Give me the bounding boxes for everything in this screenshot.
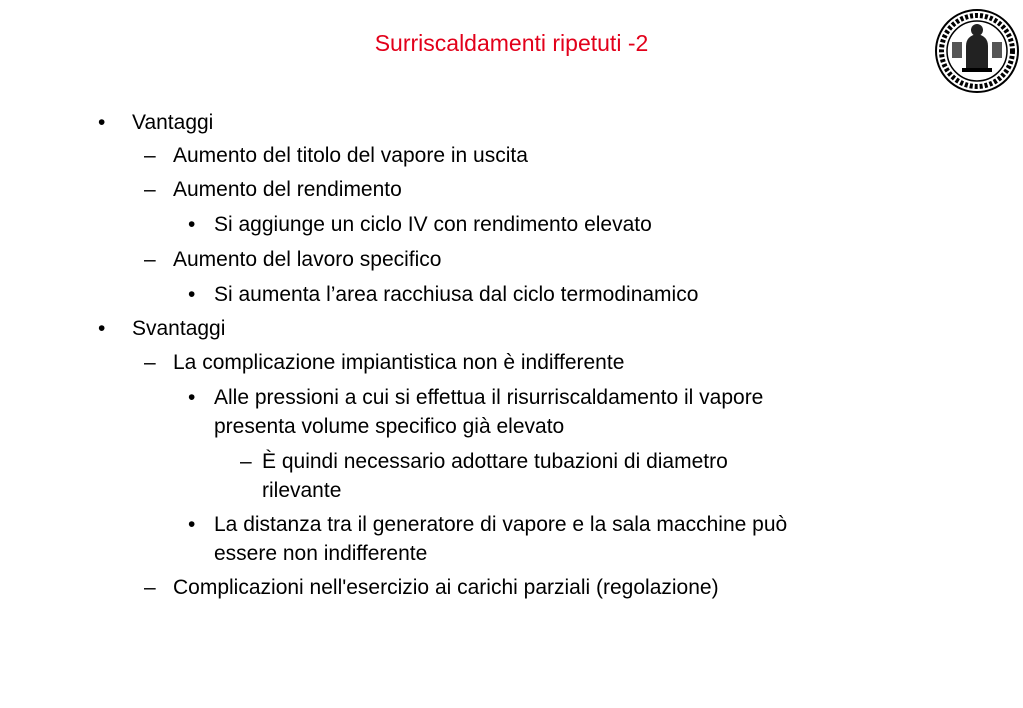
bullet-text-level-4: È quindi necessario adottare tubazioni di diametro <box>262 450 728 473</box>
bullet-marker: – <box>240 450 252 473</box>
bullet-text-level-3: Si aumenta l’area racchiusa dal ciclo termodinamico <box>214 283 699 306</box>
bullet-text-level-2: Aumento del lavoro specifico <box>173 248 442 271</box>
bullet-marker: – <box>144 178 156 201</box>
bullet-text-level-3: Si aggiunge un ciclo IV con rendimento elevato <box>214 213 652 236</box>
bullet-text-level-2: Aumento del rendimento <box>173 178 402 201</box>
bullet-text-level-2: Complicazioni nell'esercizio ai carichi parziali (regolazione) <box>173 576 719 599</box>
bullet-text-level-3: essere non indifferente <box>214 542 428 565</box>
slide-title: Surriscaldamenti ripetuti -2 <box>374 30 649 56</box>
bullet-marker: • <box>98 317 106 340</box>
bullet-text-level-3: presenta volume specifico già elevato <box>214 415 565 438</box>
bullet-marker: – <box>144 576 156 599</box>
bullet-text-level-3: La distanza tra il generatore di vapore e la sala macchine può <box>214 513 788 536</box>
bullet-text-level-2: La complicazione impiantistica non è indifferente <box>173 351 625 374</box>
bullet-marker: • <box>188 513 196 536</box>
bullet-text-level-1: Svantaggi <box>132 317 226 340</box>
bullet-text-level-2: Aumento del titolo del vapore in uscita <box>173 144 528 167</box>
bullet-text-level-4: rilevante <box>262 479 342 502</box>
bullet-marker: • <box>188 386 196 409</box>
bullet-text-level-1: Vantaggi <box>132 111 214 134</box>
bullet-marker: • <box>188 283 196 306</box>
bullet-marker: – <box>144 144 156 167</box>
bullet-marker: – <box>144 351 156 374</box>
bullet-marker: – <box>144 248 156 271</box>
bullet-marker: • <box>98 111 106 134</box>
bullet-marker: • <box>188 213 196 236</box>
bullet-text-level-3: Alle pressioni a cui si effettua il risurriscaldamento il vapore <box>214 386 764 409</box>
